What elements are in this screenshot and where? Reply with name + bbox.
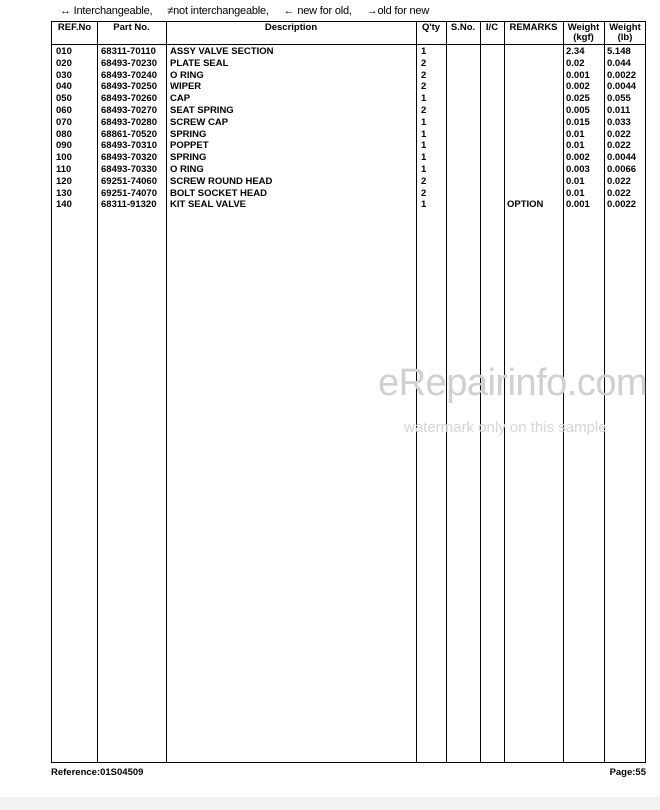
qty-cell: 2 <box>421 187 427 199</box>
qty-cell: 1 <box>421 140 427 152</box>
ref-cell: 020 <box>56 57 72 69</box>
header-part: Part No. <box>113 22 150 33</box>
ref-cell: 120 <box>56 175 72 187</box>
header-weight-kgf-line2: (kgf) <box>573 32 594 43</box>
ref-cell: 080 <box>56 128 72 140</box>
part-number-cell: 68493-70240 <box>101 69 157 81</box>
weight-kgf-cell: 0.025 <box>566 93 590 105</box>
header-weight-lb-line2: (lb) <box>617 32 633 43</box>
legend-interchangeable: ↔ Interchangeable, <box>60 5 153 17</box>
ref-cell: 090 <box>56 140 72 152</box>
table-row <box>52 199 645 211</box>
ref-cell: 030 <box>56 69 72 81</box>
part-number-cell: 68493-70230 <box>101 57 157 69</box>
part-number-cell: 68493-70260 <box>101 93 157 105</box>
weight-lb-cell: 0.044 <box>607 57 631 69</box>
table-row <box>52 164 645 176</box>
qty-cell: 2 <box>421 104 427 116</box>
qty-cell: 2 <box>421 57 427 69</box>
legend-not-interchangeable: ≠not interchangeable, <box>167 5 269 17</box>
table-row <box>52 70 645 82</box>
weight-lb-cell: 0.0022 <box>607 199 637 211</box>
qty-cell: 2 <box>421 81 427 93</box>
watermark-sub: watermark only on this sample <box>404 419 607 436</box>
qty-cell: 1 <box>421 199 427 211</box>
part-number-cell: 68493-70270 <box>101 104 157 116</box>
weight-kgf-cell: 0.015 <box>566 116 590 128</box>
weight-kgf-cell: 0.01 <box>566 187 585 199</box>
qty-cell: 1 <box>421 152 427 164</box>
weight-kgf-cell: 0.002 <box>566 152 590 164</box>
header-description: Description <box>264 22 318 33</box>
ref-cell: 130 <box>56 187 72 199</box>
header-weight-lb <box>604 23 646 43</box>
table-row <box>52 81 645 93</box>
table-row <box>52 117 645 129</box>
ref-cell: 110 <box>56 163 72 175</box>
description-cell: SCREW CAP <box>170 116 229 128</box>
watermark-main: eRepairinfo.com <box>378 362 648 404</box>
footer-page: Page:55 <box>609 767 646 778</box>
part-number-cell: 68493-70250 <box>101 81 157 93</box>
table-row <box>52 176 645 188</box>
ref-cell: 070 <box>56 116 72 128</box>
legend <box>60 5 441 17</box>
part-number-cell: 68861-70520 <box>101 128 157 140</box>
description-cell: O RING <box>170 163 204 175</box>
weight-lb-cell: 5.148 <box>607 46 631 57</box>
legend-old-for-new: →old for new <box>366 5 430 17</box>
description-cell: SCREW ROUND HEAD <box>170 175 273 187</box>
table-row <box>52 105 645 117</box>
weight-kgf-cell: 2.34 <box>566 46 585 57</box>
legend-new-for-old: ← new for old, <box>283 5 352 17</box>
header-weight-lb-line1: Weight <box>609 22 641 33</box>
header-qty: Q'ty <box>421 22 441 33</box>
description-cell: O RING <box>170 69 204 81</box>
description-cell: SPRING <box>170 152 207 164</box>
header-ic: I/C <box>485 22 499 33</box>
description-cell: CAP <box>170 93 191 105</box>
weight-kgf-cell: 0.02 <box>566 57 585 69</box>
weight-lb-cell: 0.022 <box>607 128 631 140</box>
description-cell: PLATE SEAL <box>170 57 229 69</box>
weight-kgf-cell: 0.01 <box>566 175 585 187</box>
description-cell: BOLT SOCKET HEAD <box>170 187 267 199</box>
weight-lb-cell: 0.022 <box>607 175 631 187</box>
ref-cell: 010 <box>56 46 72 57</box>
table-row <box>52 93 645 105</box>
description-cell: WIPER <box>170 81 202 93</box>
part-number-cell: 68493-70280 <box>101 116 157 128</box>
description-cell: SEAT SPRING <box>170 104 234 116</box>
description-cell: SPRING <box>170 128 207 140</box>
table-row <box>52 152 645 164</box>
table-body <box>52 46 645 211</box>
table-row <box>52 188 645 200</box>
ref-cell: 100 <box>56 152 72 164</box>
weight-kgf-cell: 0.001 <box>566 199 590 211</box>
description-cell: POPPET <box>170 140 209 152</box>
weight-lb-cell: 0.0044 <box>607 152 637 164</box>
part-number-cell: 68493-70310 <box>101 140 157 152</box>
weight-kgf-cell: 0.01 <box>566 140 585 152</box>
description-cell: ASSY VALVE SECTION <box>170 46 274 57</box>
ref-cell: 050 <box>56 93 72 105</box>
header-weight-kgf-line1: Weight <box>567 22 600 33</box>
table-row <box>52 140 645 152</box>
qty-cell: 1 <box>421 116 427 128</box>
part-number-cell: 68311-70110 <box>101 46 156 57</box>
ref-cell: 040 <box>56 81 72 93</box>
qty-cell: 2 <box>421 69 427 81</box>
bottom-bar <box>0 797 660 810</box>
weight-lb-cell: 0.011 <box>607 104 631 116</box>
weight-kgf-cell: 0.002 <box>566 81 590 93</box>
part-number-cell: 68311-91320 <box>101 199 157 211</box>
remarks-cell: OPTION <box>507 199 544 211</box>
part-number-cell: 69251-74060 <box>101 175 157 187</box>
qty-cell: 1 <box>421 128 427 140</box>
weight-lb-cell: 0.022 <box>607 140 631 152</box>
ref-cell: 140 <box>56 199 72 211</box>
weight-kgf-cell: 0.005 <box>566 104 590 116</box>
header-weight-kgf <box>563 23 604 43</box>
weight-lb-cell: 0.022 <box>607 187 631 199</box>
part-number-cell: 68493-70330 <box>101 163 157 175</box>
ref-cell: 060 <box>56 104 72 116</box>
weight-kgf-cell: 0.01 <box>566 128 585 140</box>
qty-cell: 1 <box>421 46 427 57</box>
part-number-cell: 69251-74070 <box>101 187 157 199</box>
header-sno: S.No. <box>450 22 476 33</box>
weight-lb-cell: 0.0066 <box>607 163 637 175</box>
qty-cell: 2 <box>421 175 427 187</box>
qty-cell: 1 <box>421 93 427 105</box>
table-row <box>52 58 645 70</box>
weight-kgf-cell: 0.001 <box>566 69 590 81</box>
description-cell: KIT SEAL VALVE <box>170 199 247 211</box>
weight-lb-cell: 0.0044 <box>607 81 637 93</box>
weight-lb-cell: 0.055 <box>607 93 631 105</box>
qty-cell: 1 <box>421 163 427 175</box>
table-row <box>52 129 645 141</box>
weight-lb-cell: 0.033 <box>607 116 631 128</box>
part-number-cell: 68493-70320 <box>101 152 157 164</box>
footer-reference: Reference:01S04509 <box>51 767 144 778</box>
weight-lb-cell: 0.0022 <box>607 69 637 81</box>
weight-kgf-cell: 0.003 <box>566 163 590 175</box>
header-ref: REF.No <box>57 22 92 33</box>
header-remarks: REMARKS <box>509 22 558 33</box>
table-row <box>52 46 645 58</box>
